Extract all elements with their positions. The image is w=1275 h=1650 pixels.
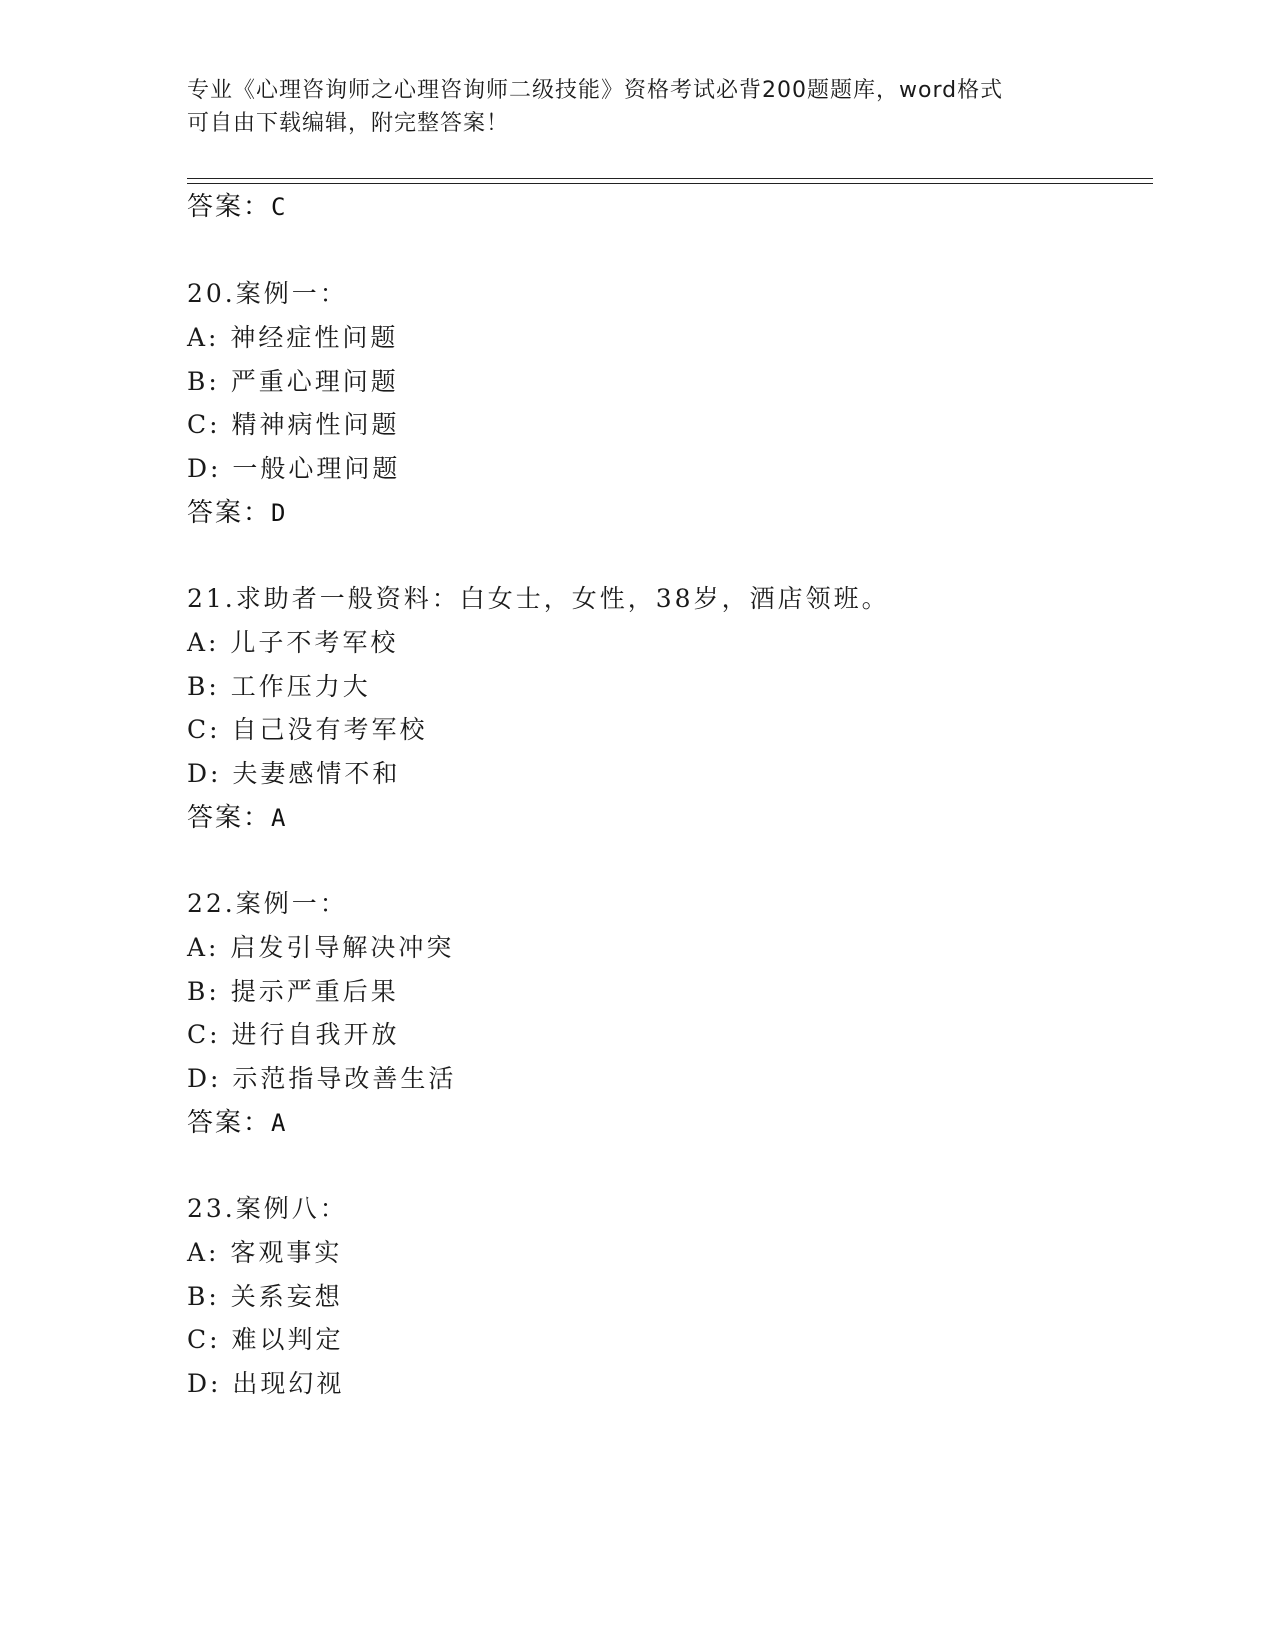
option-21-b: B: 工作压力大 (187, 672, 371, 701)
option-22-c: C: 进行自我开放 (187, 1020, 400, 1049)
answer-value: D (271, 499, 288, 527)
question-stem-22: 22.案例一： (187, 889, 348, 918)
answer-line-20 (187, 492, 287, 529)
header-divider-bottom (187, 183, 1153, 184)
option-21-a: A: 儿子不考军校 (187, 628, 399, 657)
option-22-a: A: 启发引导解决冲突 (187, 933, 455, 962)
option-23-c: C: 难以判定 (187, 1325, 344, 1354)
option-22-d: D: 示范指导改善生活 (187, 1064, 457, 1093)
header-title-line-2: 可自由下载编辑，附完整答案！ (187, 111, 510, 136)
answer-label: 答案： (187, 1108, 272, 1138)
option-23-d: D: 出现幻视 (187, 1369, 345, 1398)
answer-value: A (271, 1109, 288, 1137)
question-stem-20: 20.案例一： (187, 279, 348, 308)
header-divider-top (187, 178, 1153, 179)
option-21-c: C: 自己没有考军校 (187, 715, 428, 744)
question-stem-23: 23.案例八： (187, 1194, 348, 1223)
header-title-line-1: 专业《心理咨询师之心理咨询师二级技能》资格考试必背200题题库，word格式 (187, 78, 1004, 103)
option-22-b: B: 提示严重后果 (187, 977, 399, 1006)
option-23-b: B: 关系妄想 (187, 1282, 343, 1311)
answer-line-21 (187, 797, 287, 834)
document-header (187, 74, 1087, 140)
answer-label: 答案： (187, 192, 272, 222)
answer-label: 答案： (187, 803, 272, 833)
question-stem-21: 21.求助者一般资料：白女士，女性，38岁，酒店领班。 (187, 584, 890, 613)
answer-line-22 (187, 1102, 287, 1139)
option-20-b: B: 严重心理问题 (187, 367, 399, 396)
option-21-d: D: 夫妻感情不和 (187, 759, 401, 788)
answer-label: 答案： (187, 498, 272, 528)
answer-value: A (271, 804, 288, 832)
option-20-a: A: 神经症性问题 (187, 323, 399, 352)
answer-value: C (271, 193, 288, 221)
option-23-a: A: 客观事实 (187, 1238, 343, 1267)
answer-line-prev (187, 186, 287, 223)
option-20-d: D: 一般心理问题 (187, 454, 401, 483)
option-20-c: C: 精神病性问题 (187, 410, 400, 439)
